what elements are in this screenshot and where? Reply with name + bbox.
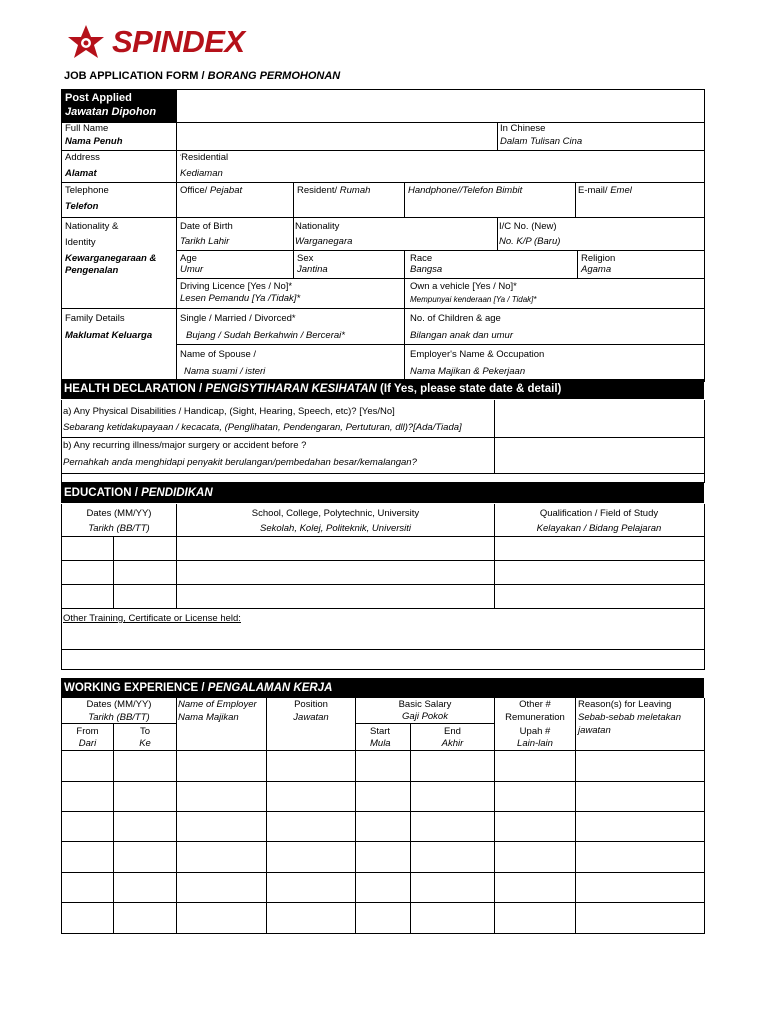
in-chinese-label-ms: Dalam Tulisan Cina — [500, 136, 583, 147]
work-other-remuneration-header-2: Remuneration — [505, 712, 565, 723]
spouse-name-label: Name of Spouse / — [180, 349, 257, 360]
sex-label: Sex — [297, 253, 314, 264]
health-question-b-ms: Pernahkah anda menghidapi penyakit berulangan/pembedahan besar/kemalangan? — [63, 457, 417, 468]
nationality-identity-label: Nationality & — [65, 221, 119, 232]
work-position-header-ms: Jawatan — [293, 712, 329, 723]
edu-dates-header-ms: Tarikh (BB/TT) — [88, 523, 150, 534]
residential-label: 'Residential — [180, 152, 229, 163]
work-basic-salary-header-ms: Gaji Pokok — [402, 711, 448, 722]
edu-dates-header: Dates (MM/YY) — [86, 508, 152, 519]
address-label: Address — [65, 152, 100, 163]
address-label-ms: Alamat — [65, 168, 97, 179]
work-to-header-ms: Ke — [139, 738, 151, 749]
form-title: JOB APPLICATION FORM / BORANG PERMOHONAN — [64, 70, 341, 82]
work-other-remuneration-header-ms-2: Lain-lain — [517, 738, 553, 749]
work-position-header: Position — [294, 699, 328, 710]
driving-licence-label: Driving Licence [Yes / No]* — [180, 281, 293, 292]
work-start-header-ms: Mula — [370, 738, 391, 749]
work-employer-header: Name of Employer — [178, 699, 257, 710]
race-label-ms: Bangsa — [410, 264, 443, 275]
ic-no-label-ms: No. K/P (Baru) — [499, 236, 561, 247]
education-header: EDUCATION / PENDIDIKAN — [61, 483, 704, 503]
family-details-label: Family Details — [65, 313, 125, 324]
sex-label-ms: Jantina — [297, 264, 328, 275]
in-chinese-label: In Chinese — [500, 123, 546, 134]
age-label-ms: Umur — [180, 264, 204, 275]
edu-school-header: School, College, Polytechnic, University — [251, 508, 420, 519]
own-vehicle-label-ms: Mempunyai kenderaan [Ya / Tidak]* — [410, 295, 537, 304]
work-other-remuneration-header: Other # — [519, 699, 551, 710]
work-dates-header-ms: Tarikh (BB/TT) — [88, 712, 150, 723]
nationality-identity-label-ms-2: Pengenalan — [65, 265, 119, 276]
work-other-remuneration-header-ms: Upah # — [519, 726, 551, 737]
edu-qualification-header: Qualification / Field of Study — [539, 508, 659, 519]
work-end-header-ms: Akhir — [441, 738, 464, 749]
work-from-header-ms: Dari — [78, 738, 97, 749]
post-applied-field[interactable] — [177, 90, 703, 122]
work-employer-header-ms: Nama Majikan — [178, 712, 239, 723]
work-reason-leaving-header: Reason(s) for Leaving — [578, 699, 672, 710]
telephone-label: Telephone — [65, 185, 109, 196]
email-label: E-mail/ Emel — [578, 185, 632, 196]
religion-label-ms: Agama — [581, 264, 612, 275]
work-from-header: From — [76, 726, 99, 737]
religion-label: Religion — [581, 253, 616, 264]
full-name-label: Full Name — [65, 123, 109, 134]
post-applied-label-ms: Jawatan Dipohon — [65, 106, 157, 118]
dob-label: Date of Birth — [180, 221, 233, 232]
driving-licence-label-ms: Lesen Pemandu [Ya /Tidak]* — [180, 293, 301, 304]
children-label: No. of Children & age — [410, 313, 501, 324]
family-details-label-ms: Maklumat Keluarga — [65, 330, 153, 341]
work-basic-salary-header: Basic Salary — [398, 699, 452, 710]
post-applied-label: Post Applied — [65, 92, 132, 104]
nationality-label-ms: Warganegara — [295, 236, 353, 247]
resident-phone-label: Resident/ Rumah — [297, 185, 371, 196]
office-phone-label: Office/ Pejabat — [180, 185, 243, 196]
work-dates-header: Dates (MM/YY) — [86, 699, 152, 710]
nationality-identity-label-2: Identity — [65, 237, 96, 248]
spouse-employer-label-ms: Nama Majikan & Pekerjaan — [410, 366, 526, 377]
health-answer-b-field[interactable] — [495, 438, 703, 473]
other-training-label: Other Training, Certificate or License held: — [63, 613, 241, 624]
health-question-b: b) Any recurring illness/major surgery or accident before ? — [63, 440, 307, 451]
health-answer-a-field[interactable] — [495, 401, 703, 437]
star-logo-icon — [64, 24, 108, 62]
spouse-employer-label: Employer's Name & Occupation — [410, 349, 545, 360]
nationality-identity-label-ms: Kewarganegaraan & — [65, 253, 157, 264]
full-name-label-ms: Nama Penuh — [65, 136, 123, 147]
edu-school-header-ms: Sekolah, Kolej, Politeknik, Universiti — [259, 523, 411, 534]
brand-name: SPINDEX — [112, 24, 245, 59]
health-question-a: a) Any Physical Disabilities / Handicap, (Sight, Hearing, Speech, etc)? [Yes/No] — [63, 406, 395, 417]
other-training-field[interactable] — [62, 626, 703, 648]
work-reason-leaving-header-ms: Sebab-sebab meletakan — [578, 712, 681, 723]
spouse-name-label-ms: Nama suami / isteri — [184, 366, 266, 377]
health-question-a-ms: Sebarang ketidakupayaan / kecacata, (Penglihatan, Pendengaran, Pertuturan, dll)?[Ada/Tiada] — [63, 422, 462, 433]
handphone-label: Handphone//Telefon Bimbit — [408, 185, 523, 196]
work-end-header: End — [444, 726, 461, 737]
children-label-ms: Bilangan anak dan umur — [410, 330, 513, 341]
age-label: Age — [180, 253, 197, 264]
ic-no-label: I/C No. (New) — [499, 221, 557, 232]
dob-label-ms: Tarikh Lahir — [180, 236, 230, 247]
working-experience-header: WORKING EXPERIENCE / PENGALAMAN KERJA — [61, 678, 704, 698]
work-start-header: Start — [370, 726, 391, 737]
residential-label-ms: Kediaman — [180, 168, 223, 179]
telephone-label-ms: Telefon — [65, 201, 99, 212]
work-reason-leaving-header-ms-2: jawatan — [578, 725, 611, 736]
marital-status-label: Single / Married / Divorced* — [180, 313, 296, 324]
work-to-header: To — [139, 726, 151, 737]
health-declaration-header: HEALTH DECLARATION / PENGISYTIHARAN KESIHATAN (If Yes, please state date & detail) — [61, 379, 704, 399]
race-label: Race — [410, 253, 433, 264]
marital-status-label-ms: Bujang / Sudah Berkahwin / Bercerai* — [186, 330, 345, 341]
edu-qualification-header-ms: Kelayakan / Bidang Pelajaran — [536, 523, 662, 534]
own-vehicle-label: Own a vehicle [Yes / No]* — [410, 281, 517, 292]
full-name-field[interactable] — [177, 123, 496, 149]
nationality-label: Nationality — [295, 221, 340, 232]
